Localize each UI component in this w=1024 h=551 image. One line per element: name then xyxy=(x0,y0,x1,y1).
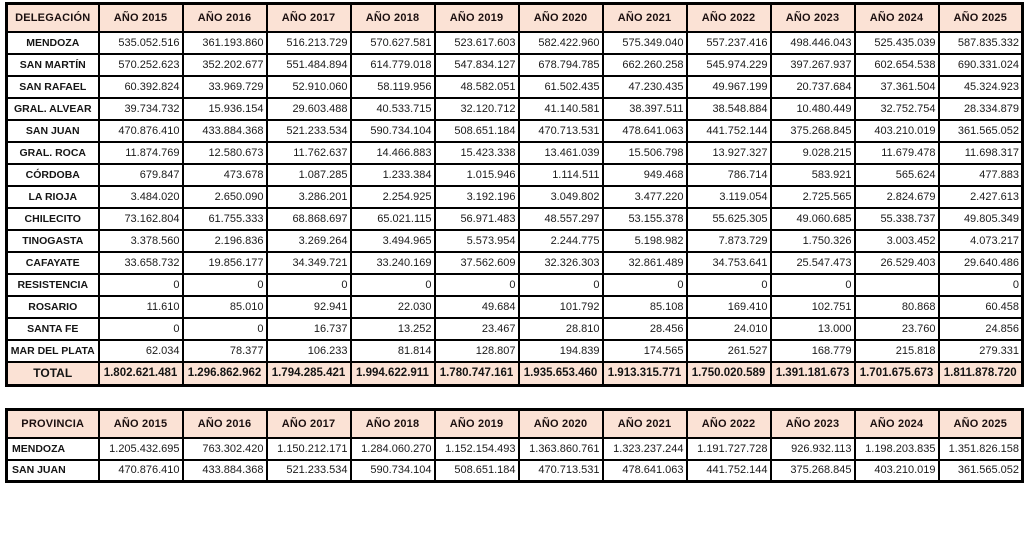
value-cell: 56.971.483 xyxy=(435,208,519,230)
table-row xyxy=(7,98,1023,120)
value-cell: 433.884.368 xyxy=(183,460,267,482)
value-cell: 85.010 xyxy=(183,296,267,318)
value-cell: 557.237.416 xyxy=(687,32,771,54)
value-cell: 1.191.727.728 xyxy=(687,438,771,460)
column-header: AÑO 2017 xyxy=(267,4,351,33)
value-cell: 508.651.184 xyxy=(435,120,519,142)
value-cell: 23.760 xyxy=(855,318,939,340)
value-cell: 0 xyxy=(183,318,267,340)
value-cell: 516.213.729 xyxy=(267,32,351,54)
value-cell: 547.834.127 xyxy=(435,54,519,76)
table-row xyxy=(7,230,1023,252)
column-header: AÑO 2016 xyxy=(183,409,267,438)
value-cell: 73.162.804 xyxy=(99,208,183,230)
value-cell: 48.557.297 xyxy=(519,208,603,230)
value-cell: 478.641.063 xyxy=(603,120,687,142)
value-cell: 662.260.258 xyxy=(603,54,687,76)
row-label: ROSARIO xyxy=(7,296,99,318)
column-header: AÑO 2020 xyxy=(519,4,603,33)
value-cell: 81.814 xyxy=(351,340,435,362)
value-cell: 614.779.018 xyxy=(351,54,435,76)
value-cell: 1.152.154.493 xyxy=(435,438,519,460)
value-cell: 679.847 xyxy=(99,164,183,186)
value-cell: 34.349.721 xyxy=(267,252,351,274)
table-row xyxy=(7,54,1023,76)
table-row xyxy=(7,164,1023,186)
value-cell: 47.230.435 xyxy=(603,76,687,98)
column-header: AÑO 2020 xyxy=(519,409,603,438)
value-cell: 508.651.184 xyxy=(435,460,519,482)
value-cell: 1.351.826.158 xyxy=(939,438,1023,460)
value-cell: 1.114.511 xyxy=(519,164,603,186)
value-cell: 525.435.039 xyxy=(855,32,939,54)
value-cell: 106.233 xyxy=(267,340,351,362)
value-cell: 0 xyxy=(267,274,351,296)
value-cell: 678.794.785 xyxy=(519,54,603,76)
value-cell: 690.331.024 xyxy=(939,54,1023,76)
value-cell: 0 xyxy=(939,274,1023,296)
value-cell: 26.529.403 xyxy=(855,252,939,274)
total-value-cell: 1.794.285.421 xyxy=(267,362,351,385)
total-value-cell: 1.750.020.589 xyxy=(687,362,771,385)
value-cell: 949.468 xyxy=(603,164,687,186)
value-cell: 49.805.349 xyxy=(939,208,1023,230)
value-cell: 58.119.956 xyxy=(351,76,435,98)
column-header: AÑO 2021 xyxy=(603,4,687,33)
value-cell: 521.233.534 xyxy=(267,120,351,142)
value-cell: 41.140.581 xyxy=(519,98,603,120)
column-header: AÑO 2017 xyxy=(267,409,351,438)
value-cell: 473.678 xyxy=(183,164,267,186)
value-cell: 361.193.860 xyxy=(183,32,267,54)
value-cell: 498.446.043 xyxy=(771,32,855,54)
value-cell: 24.856 xyxy=(939,318,1023,340)
value-cell: 3.286.201 xyxy=(267,186,351,208)
value-cell: 60.458 xyxy=(939,296,1023,318)
value-cell: 0 xyxy=(99,274,183,296)
row-label: CHILECITO xyxy=(7,208,99,230)
total-value-cell: 1.296.862.962 xyxy=(183,362,267,385)
value-cell: 11.874.769 xyxy=(99,142,183,164)
value-cell: 470.713.531 xyxy=(519,120,603,142)
column-header: AÑO 2024 xyxy=(855,409,939,438)
value-cell: 80.868 xyxy=(855,296,939,318)
total-value-cell: 1.913.315.771 xyxy=(603,362,687,385)
value-cell: 0 xyxy=(519,274,603,296)
row-label: RESISTENCIA xyxy=(7,274,99,296)
total-value-cell: 1.802.621.481 xyxy=(99,362,183,385)
value-cell: 65.021.115 xyxy=(351,208,435,230)
value-cell: 32.752.754 xyxy=(855,98,939,120)
value-cell: 0 xyxy=(99,318,183,340)
column-header: AÑO 2016 xyxy=(183,4,267,33)
value-cell: 570.627.581 xyxy=(351,32,435,54)
row-label: SAN JUAN xyxy=(7,460,99,482)
table-row xyxy=(7,318,1023,340)
value-cell: 5.198.982 xyxy=(603,230,687,252)
value-cell: 3.269.264 xyxy=(267,230,351,252)
value-cell: 53.155.378 xyxy=(603,208,687,230)
column-header: DELEGACIÓN xyxy=(7,4,99,33)
value-cell: 470.713.531 xyxy=(519,460,603,482)
total-value-cell: 1.780.747.161 xyxy=(435,362,519,385)
value-cell: 39.734.732 xyxy=(99,98,183,120)
value-cell: 477.883 xyxy=(939,164,1023,186)
value-cell: 926.932.113 xyxy=(771,438,855,460)
value-cell: 523.617.603 xyxy=(435,32,519,54)
value-cell: 521.233.534 xyxy=(267,460,351,482)
value-cell: 2.824.679 xyxy=(855,186,939,208)
value-cell: 7.873.729 xyxy=(687,230,771,252)
column-header: AÑO 2025 xyxy=(939,409,1023,438)
value-cell: 102.751 xyxy=(771,296,855,318)
table-row xyxy=(7,274,1023,296)
value-cell: 29.640.486 xyxy=(939,252,1023,274)
value-cell: 61.502.435 xyxy=(519,76,603,98)
value-cell: 403.210.019 xyxy=(855,460,939,482)
value-cell: 23.467 xyxy=(435,318,519,340)
value-cell: 194.839 xyxy=(519,340,603,362)
value-cell: 215.818 xyxy=(855,340,939,362)
total-value-cell: 1.935.653.460 xyxy=(519,362,603,385)
column-header: AÑO 2023 xyxy=(771,4,855,33)
column-header: AÑO 2022 xyxy=(687,4,771,33)
table-row xyxy=(7,32,1023,54)
value-cell: 15.936.154 xyxy=(183,98,267,120)
value-cell: 11.610 xyxy=(99,296,183,318)
value-cell: 1.233.384 xyxy=(351,164,435,186)
value-cell: 55.625.305 xyxy=(687,208,771,230)
row-label: CAFAYATE xyxy=(7,252,99,274)
value-cell: 28.810 xyxy=(519,318,603,340)
value-cell: 352.202.677 xyxy=(183,54,267,76)
value-cell: 0 xyxy=(183,274,267,296)
value-cell: 25.547.473 xyxy=(771,252,855,274)
value-cell: 11.762.637 xyxy=(267,142,351,164)
value-cell: 19.856.177 xyxy=(183,252,267,274)
value-cell: 78.377 xyxy=(183,340,267,362)
value-cell: 13.252 xyxy=(351,318,435,340)
value-cell: 551.484.894 xyxy=(267,54,351,76)
value-cell: 441.752.144 xyxy=(687,460,771,482)
value-cell: 174.565 xyxy=(603,340,687,362)
value-cell: 3.119.054 xyxy=(687,186,771,208)
value-cell: 2.427.613 xyxy=(939,186,1023,208)
value-cell: 2.725.565 xyxy=(771,186,855,208)
value-cell: 37.361.504 xyxy=(855,76,939,98)
value-cell: 49.967.199 xyxy=(687,76,771,98)
value-cell: 1.363.860.761 xyxy=(519,438,603,460)
value-cell: 101.792 xyxy=(519,296,603,318)
value-cell: 375.268.845 xyxy=(771,460,855,482)
table-row xyxy=(7,142,1023,164)
value-cell: 62.034 xyxy=(99,340,183,362)
value-cell xyxy=(855,274,939,296)
value-cell: 3.192.196 xyxy=(435,186,519,208)
value-cell: 48.582.051 xyxy=(435,76,519,98)
value-cell: 433.884.368 xyxy=(183,120,267,142)
value-cell: 33.969.729 xyxy=(183,76,267,98)
column-header: AÑO 2015 xyxy=(99,409,183,438)
value-cell: 1.150.212.171 xyxy=(267,438,351,460)
value-cell: 40.533.715 xyxy=(351,98,435,120)
value-cell: 49.060.685 xyxy=(771,208,855,230)
value-cell: 24.010 xyxy=(687,318,771,340)
value-cell: 3.484.020 xyxy=(99,186,183,208)
value-cell: 1.087.285 xyxy=(267,164,351,186)
value-cell: 52.910.060 xyxy=(267,76,351,98)
table-row xyxy=(7,296,1023,318)
value-cell: 13.461.039 xyxy=(519,142,603,164)
table-row xyxy=(7,460,1023,482)
row-label: MAR DEL PLATA xyxy=(7,340,99,362)
column-header: AÑO 2018 xyxy=(351,409,435,438)
column-header: AÑO 2021 xyxy=(603,409,687,438)
column-header: AÑO 2024 xyxy=(855,4,939,33)
value-cell: 1.015.946 xyxy=(435,164,519,186)
value-cell: 441.752.144 xyxy=(687,120,771,142)
value-cell: 22.030 xyxy=(351,296,435,318)
value-cell: 478.641.063 xyxy=(603,460,687,482)
value-cell: 2.650.090 xyxy=(183,186,267,208)
table-row xyxy=(7,340,1023,362)
value-cell: 38.548.884 xyxy=(687,98,771,120)
value-cell: 763.302.420 xyxy=(183,438,267,460)
value-cell: 33.240.169 xyxy=(351,252,435,274)
value-cell: 3.477.220 xyxy=(603,186,687,208)
value-cell: 470.876.410 xyxy=(99,120,183,142)
value-cell: 29.603.488 xyxy=(267,98,351,120)
value-cell: 0 xyxy=(351,274,435,296)
value-cell: 28.456 xyxy=(603,318,687,340)
value-cell: 10.480.449 xyxy=(771,98,855,120)
value-cell: 15.423.338 xyxy=(435,142,519,164)
value-cell: 32.120.712 xyxy=(435,98,519,120)
total-row xyxy=(7,362,1023,385)
column-header: AÑO 2019 xyxy=(435,409,519,438)
value-cell: 16.737 xyxy=(267,318,351,340)
total-value-cell: 1.811.878.720 xyxy=(939,362,1023,385)
value-cell: 361.565.052 xyxy=(939,460,1023,482)
value-cell: 3.494.965 xyxy=(351,230,435,252)
row-label: SAN RAFAEL xyxy=(7,76,99,98)
table-row xyxy=(7,208,1023,230)
value-cell: 11.679.478 xyxy=(855,142,939,164)
row-label: GRAL. ROCA xyxy=(7,142,99,164)
value-cell: 587.835.332 xyxy=(939,32,1023,54)
value-cell: 9.028.215 xyxy=(771,142,855,164)
value-cell: 1.323.237.244 xyxy=(603,438,687,460)
value-cell: 37.562.609 xyxy=(435,252,519,274)
value-cell: 4.073.217 xyxy=(939,230,1023,252)
value-cell: 14.466.883 xyxy=(351,142,435,164)
delegation-table xyxy=(5,2,1024,387)
row-label: MENDOZA xyxy=(7,32,99,54)
table-row xyxy=(7,120,1023,142)
row-label: CÓRDOBA xyxy=(7,164,99,186)
value-cell: 45.324.923 xyxy=(939,76,1023,98)
province-table xyxy=(5,408,1024,484)
total-value-cell: 1.701.675.673 xyxy=(855,362,939,385)
value-cell: 403.210.019 xyxy=(855,120,939,142)
value-cell: 32.861.489 xyxy=(603,252,687,274)
value-cell: 535.052.516 xyxy=(99,32,183,54)
row-label: SANTA FE xyxy=(7,318,99,340)
value-cell: 582.422.960 xyxy=(519,32,603,54)
row-label: TINOGASTA xyxy=(7,230,99,252)
column-header: AÑO 2019 xyxy=(435,4,519,33)
value-cell: 0 xyxy=(435,274,519,296)
value-cell: 128.807 xyxy=(435,340,519,362)
value-cell: 11.698.317 xyxy=(939,142,1023,164)
value-cell: 32.326.303 xyxy=(519,252,603,274)
value-cell: 34.753.641 xyxy=(687,252,771,274)
value-cell: 3.003.452 xyxy=(855,230,939,252)
value-cell: 68.868.697 xyxy=(267,208,351,230)
value-cell: 33.658.732 xyxy=(99,252,183,274)
value-cell: 1.205.432.695 xyxy=(99,438,183,460)
total-label: TOTAL xyxy=(7,362,99,385)
value-cell: 13.927.327 xyxy=(687,142,771,164)
value-cell: 55.338.737 xyxy=(855,208,939,230)
value-cell: 3.378.560 xyxy=(99,230,183,252)
value-cell: 1.284.060.270 xyxy=(351,438,435,460)
value-cell: 361.565.052 xyxy=(939,120,1023,142)
value-cell: 602.654.538 xyxy=(855,54,939,76)
value-cell: 169.410 xyxy=(687,296,771,318)
column-header: PROVINCIA xyxy=(7,409,99,438)
value-cell: 1.750.326 xyxy=(771,230,855,252)
value-cell: 545.974.229 xyxy=(687,54,771,76)
row-label: MENDOZA xyxy=(7,438,99,460)
value-cell: 49.684 xyxy=(435,296,519,318)
column-header: AÑO 2022 xyxy=(687,409,771,438)
row-label: GRAL. ALVEAR xyxy=(7,98,99,120)
value-cell: 92.941 xyxy=(267,296,351,318)
value-cell: 0 xyxy=(603,274,687,296)
total-value-cell: 1.994.622.911 xyxy=(351,362,435,385)
column-header: AÑO 2023 xyxy=(771,409,855,438)
value-cell: 279.331 xyxy=(939,340,1023,362)
column-header: AÑO 2015 xyxy=(99,4,183,33)
value-cell: 1.198.203.835 xyxy=(855,438,939,460)
value-cell: 470.876.410 xyxy=(99,460,183,482)
value-cell: 590.734.104 xyxy=(351,460,435,482)
value-cell: 15.506.798 xyxy=(603,142,687,164)
total-value-cell: 1.391.181.673 xyxy=(771,362,855,385)
table-row xyxy=(7,76,1023,98)
table-row xyxy=(7,438,1023,460)
value-cell: 261.527 xyxy=(687,340,771,362)
table-row xyxy=(7,252,1023,274)
value-cell: 38.397.511 xyxy=(603,98,687,120)
value-cell: 583.921 xyxy=(771,164,855,186)
value-cell: 85.108 xyxy=(603,296,687,318)
value-cell: 2.254.925 xyxy=(351,186,435,208)
value-cell: 397.267.937 xyxy=(771,54,855,76)
value-cell: 375.268.845 xyxy=(771,120,855,142)
spreadsheet-page xyxy=(5,2,1021,483)
value-cell: 590.734.104 xyxy=(351,120,435,142)
value-cell: 5.573.954 xyxy=(435,230,519,252)
value-cell: 3.049.802 xyxy=(519,186,603,208)
value-cell: 575.349.040 xyxy=(603,32,687,54)
value-cell: 13.000 xyxy=(771,318,855,340)
value-cell: 20.737.684 xyxy=(771,76,855,98)
value-cell: 2.244.775 xyxy=(519,230,603,252)
value-cell: 12.580.673 xyxy=(183,142,267,164)
row-label: LA RIOJA xyxy=(7,186,99,208)
value-cell: 61.755.333 xyxy=(183,208,267,230)
column-header: AÑO 2025 xyxy=(939,4,1023,33)
value-cell: 0 xyxy=(771,274,855,296)
column-header: AÑO 2018 xyxy=(351,4,435,33)
value-cell: 60.392.824 xyxy=(99,76,183,98)
value-cell: 28.334.879 xyxy=(939,98,1023,120)
value-cell: 2.196.836 xyxy=(183,230,267,252)
table-row xyxy=(7,186,1023,208)
value-cell: 786.714 xyxy=(687,164,771,186)
value-cell: 565.624 xyxy=(855,164,939,186)
value-cell: 168.779 xyxy=(771,340,855,362)
value-cell: 0 xyxy=(687,274,771,296)
row-label: SAN JUAN xyxy=(7,120,99,142)
row-label: SAN MARTÍN xyxy=(7,54,99,76)
value-cell: 570.252.623 xyxy=(99,54,183,76)
